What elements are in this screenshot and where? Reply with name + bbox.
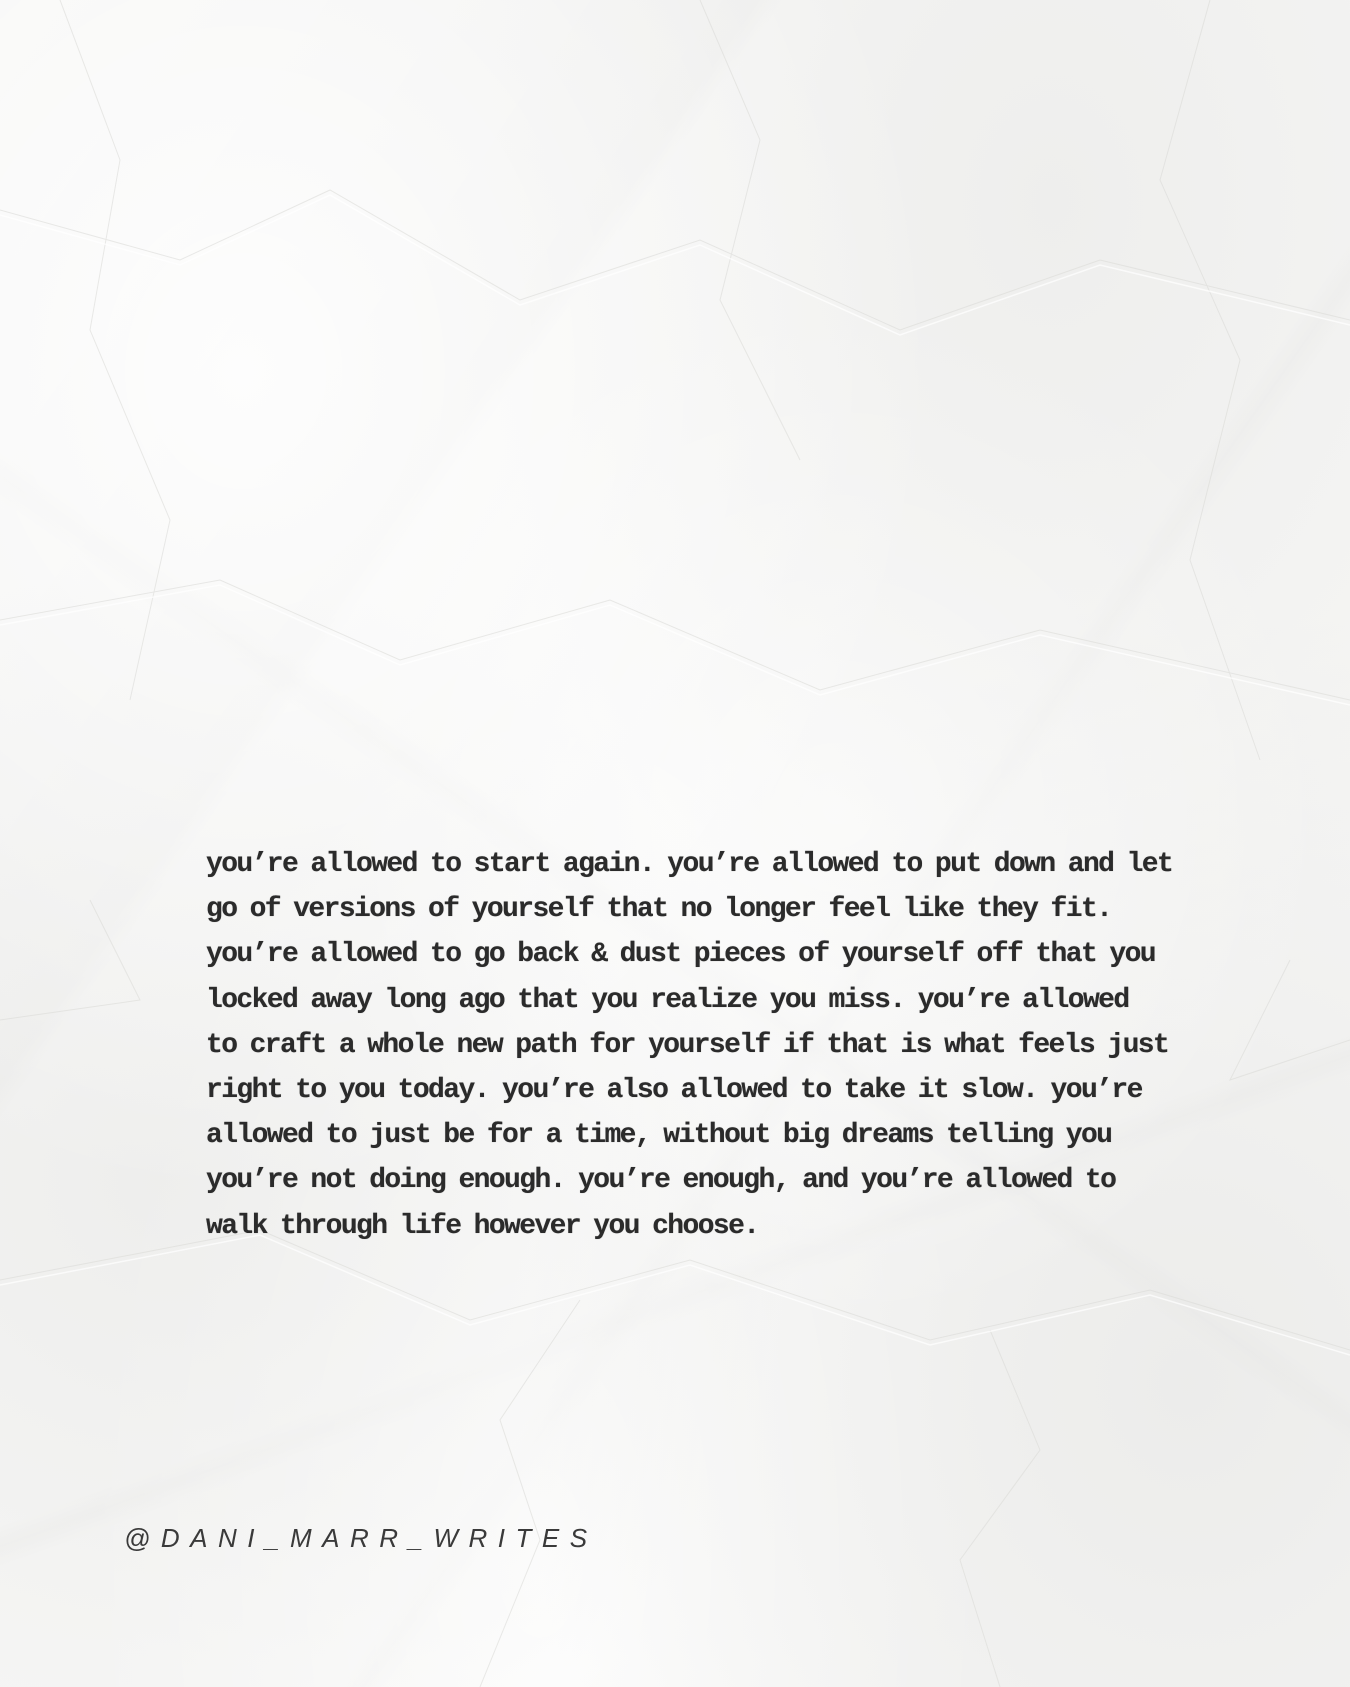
author-handle: @DANI_MARR_WRITES (124, 1523, 598, 1553)
poem-line: you’re allowed to start again. you’re allowed to put down and let (206, 849, 1173, 880)
poem-line: to craft a whole new path for yourself if that is what feels just (206, 1029, 1169, 1061)
poem-text (206, 842, 1173, 1249)
poem-line: allowed to just be for a time, without big dreams telling you (206, 1120, 1112, 1152)
poem-line: walk through life however you choose. (206, 1210, 759, 1242)
poem-line: go of versions of yourself that no longer feel like they fit. (206, 894, 1112, 926)
poem-line: locked away long ago that you realize you miss. you’re allowed (206, 984, 1129, 1016)
poem-line: you’re not doing enough. you’re enough, and you’re allowed to (206, 1165, 1116, 1197)
poem-line: you’re allowed to go back & dust pieces of yourself off that you (206, 939, 1155, 971)
poem-line: right to you today. you’re also allowed to take it slow. you’re (206, 1075, 1142, 1107)
